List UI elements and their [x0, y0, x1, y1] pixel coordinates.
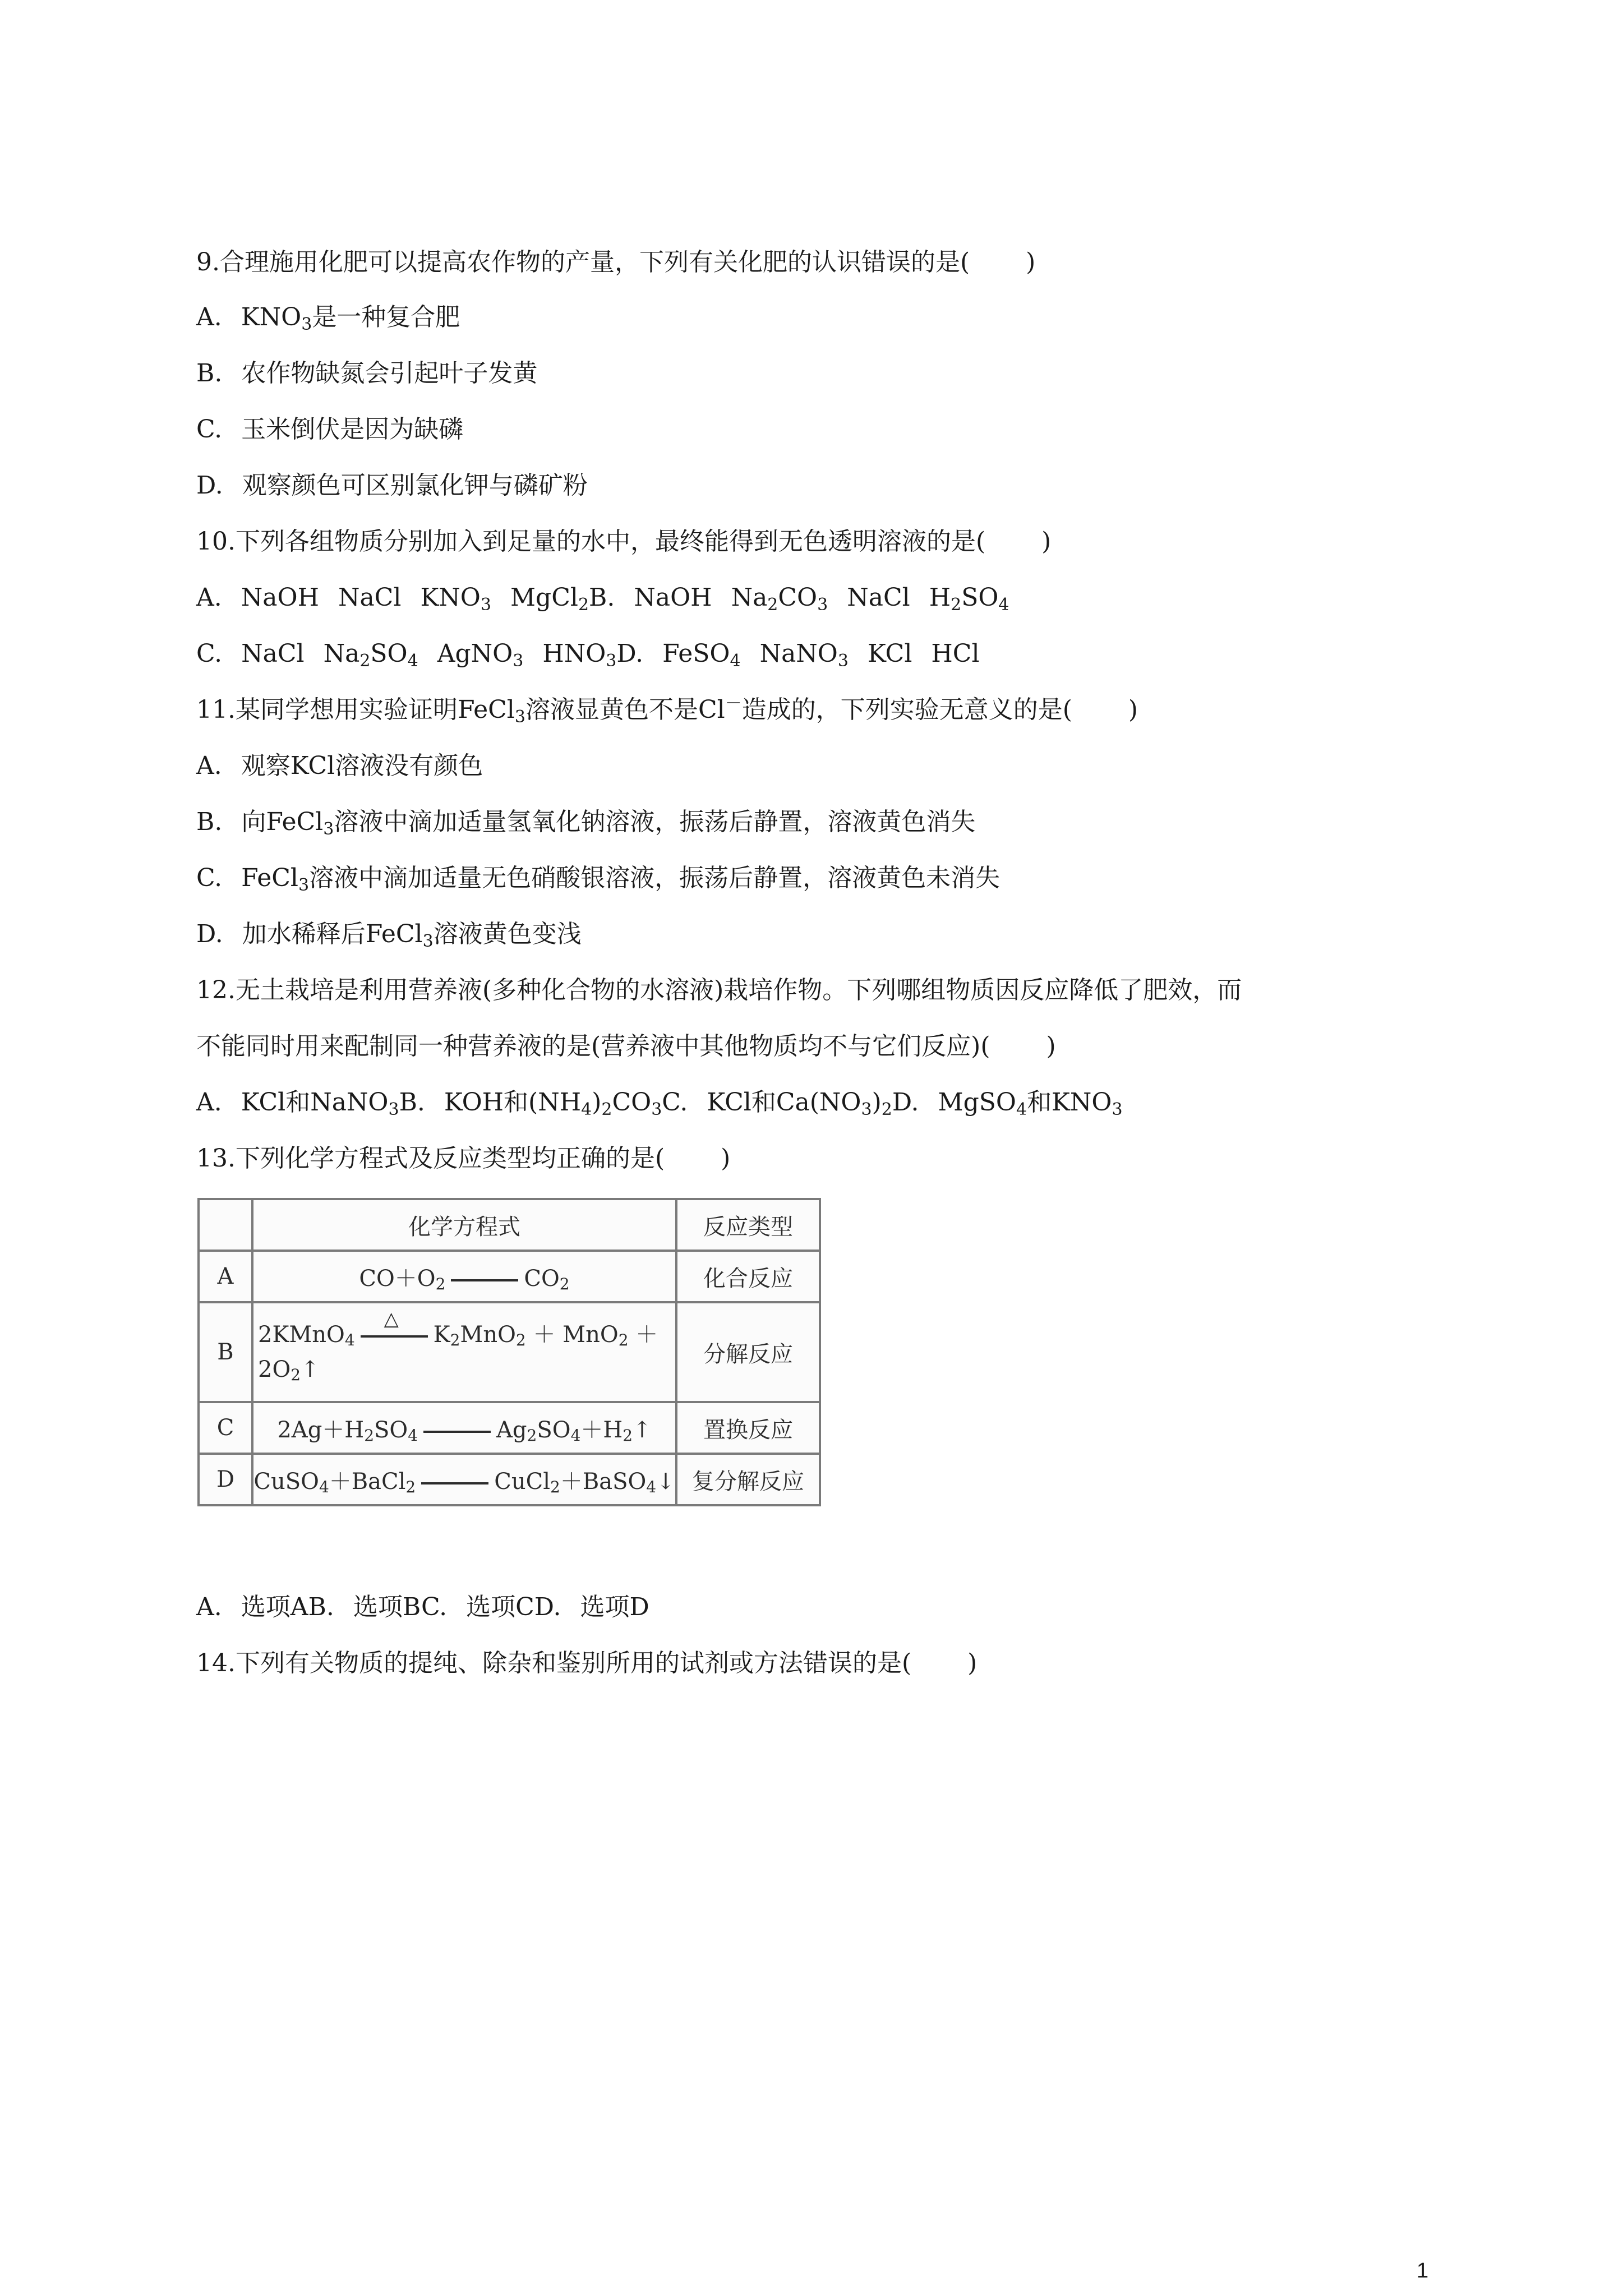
reaction-table: [197, 1198, 821, 1506]
equation-cell: $CO+O_2$ $CO_2$: [252, 1251, 676, 1302]
heat-symbol: △: [384, 1308, 399, 1330]
row-label: C: [199, 1402, 252, 1454]
row-label: A: [199, 1251, 252, 1302]
q11-option-c: C. FeCl$_3$溶液中滴加适量无色硝酸银溶液，振荡后静置，溶液黄色未消失: [196, 864, 1000, 895]
q11-option-a: A. 观察KCl溶液没有颜色: [196, 751, 483, 780]
q12-stem-line2: 不能同时用来配制同一种营养液的是(营养液中其他物质均不与它们反应)( ): [196, 1032, 1056, 1061]
reaction-type: 置换反应: [676, 1402, 820, 1454]
table-row: [199, 1251, 820, 1302]
reaction-type: 分解反应: [676, 1302, 820, 1402]
q9-option-b: B. 农作物缺氮会引起叶子发黄: [196, 359, 538, 388]
q9-stem: 9.合理施用化肥可以提高农作物的产量，下列有关化肥的认识错误的是( ): [196, 248, 1036, 276]
q9-option-a: A. $KNO_3$是一种复合肥: [196, 303, 460, 334]
equation-cell: 2KMnO$_4$ △ $K_2MnO_2 + MnO_2$ ＋ $2O_2↑$: [252, 1302, 676, 1402]
q12-options: A. KCl和NaNO$_3$B. KOH和$(NH_4)_2CO_3C$. KCl和$Ca(NO_3)_2D$. MgSO$_4$和$KNO_3$: [196, 1088, 1123, 1119]
q9-option-d: D. 观察颜色可区别氯化钾与磷矿粉: [196, 471, 588, 500]
row-label: D: [199, 1454, 252, 1505]
table-row: [199, 1454, 820, 1505]
reaction-type: 化合反应: [676, 1251, 820, 1302]
row-label: B: [199, 1302, 252, 1402]
q11-stem: 11.某同学想用实验证明FeCl$_3$溶液显黄色不是Cl－造成的，下列实验无意义的是( ): [196, 694, 1138, 727]
equation-cell: $2Ag+H_2SO_4$ $Ag_2SO_4+H_2↑$: [252, 1402, 676, 1454]
table-row: [199, 1302, 820, 1402]
equation-cell: CuSO$_4$＋BaCl$_2$ CuCl$_2$＋BaSO$_4$↓: [252, 1454, 676, 1505]
q10-stem: 10.下列各组物质分别加入到足量的水中，最终能得到无色透明溶液的是( ): [196, 527, 1052, 556]
q14-stem: 14.下列有关物质的提纯、除杂和鉴别所用的试剂或方法错误的是( ): [196, 1649, 978, 1677]
q10-options-cd: C. NaCl $Na_2SO_4$ AgNO$_3$ $HNO_3D$. FeSO$_4$ NaNO$_3$ KCl HCl: [196, 639, 980, 671]
q12-stem-line1: 12.无土栽培是利用营养液(多种化合物的水溶液)栽培作物。下列哪组物质因反应降低了肥效，而: [196, 976, 1242, 1004]
page-number: 1: [1417, 2259, 1429, 2283]
table-header-type: 反应类型: [676, 1199, 820, 1251]
table-header-row: [199, 1199, 820, 1251]
reaction-type: 复分解反应: [676, 1454, 820, 1505]
q11-option-b: B. 向FeCl$_3$溶液中滴加适量氢氧化钠溶液，振荡后静置，溶液黄色消失: [196, 808, 976, 839]
table-header-blank: [199, 1199, 252, 1251]
q11-option-d: D. 加水稀释后FeCl$_3$溶液黄色变浅: [196, 920, 582, 951]
table-row: [199, 1402, 820, 1454]
table-header-equation: 化学方程式: [252, 1199, 676, 1251]
q13-options: A. 选项AB. 选项BC. 选项CD. 选项D: [196, 1593, 649, 1621]
q9-option-c: C. 玉米倒伏是因为缺磷: [196, 415, 464, 444]
q10-options-ab: A. NaOH NaCl $KNO_3$ MgCl$_2$B. NaOH $Na_2CO_3$ NaCl $H_2SO_4$: [196, 583, 1009, 615]
q13-stem: 13.下列化学方程式及反应类型均正确的是( ): [196, 1144, 731, 1173]
